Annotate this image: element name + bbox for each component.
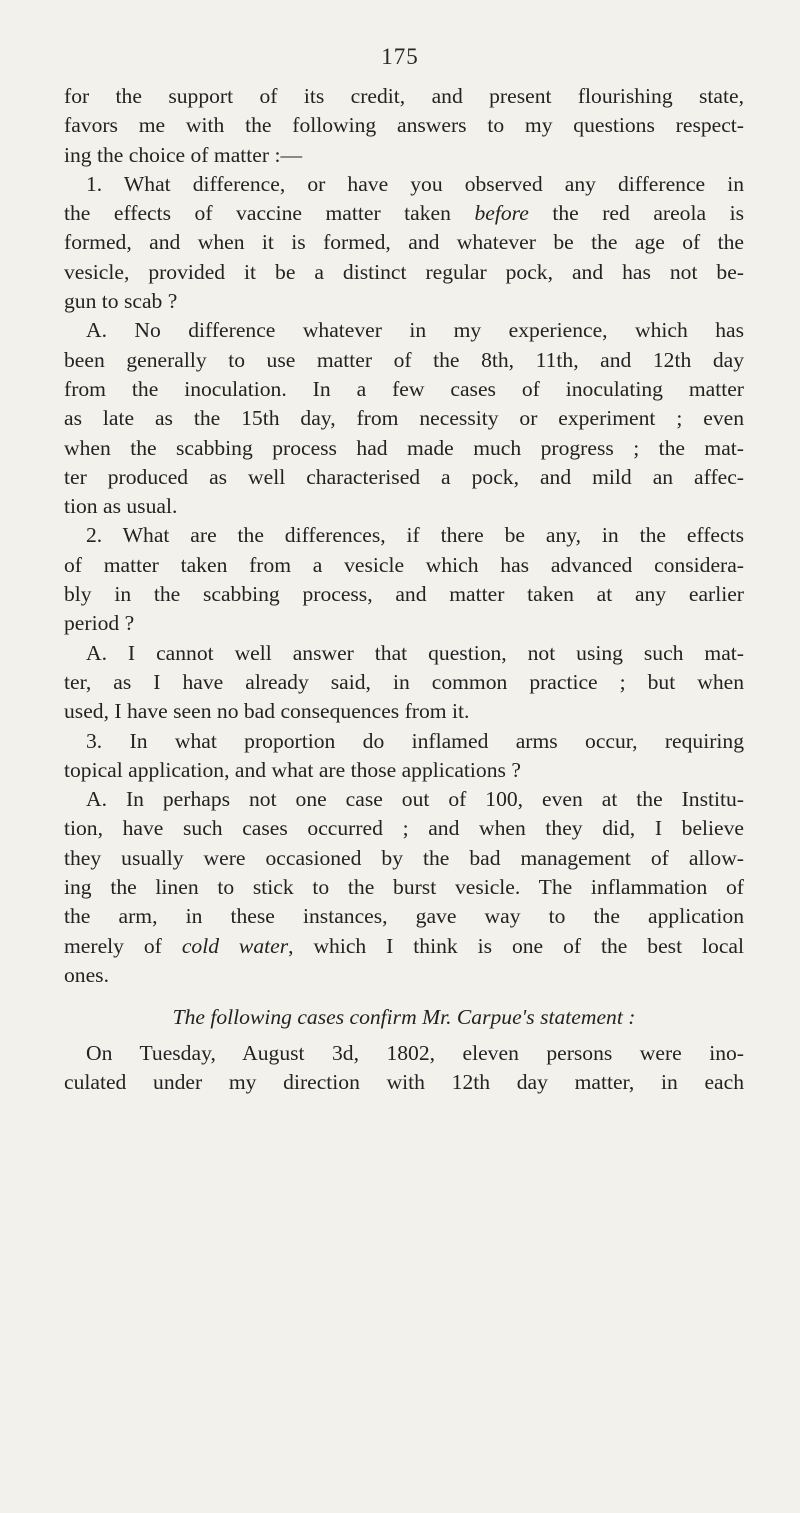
text-line: 1. What difference, or have you observed any difference in [86, 171, 744, 196]
text-line: ing the linen to stick to the burst vesicle. The inflammation of [64, 875, 744, 900]
text-line: formed, and when it is formed, and whatever be the age of the [64, 230, 744, 255]
text-line: A. In perhaps not one case out of 100, even at the Institu- [86, 787, 744, 812]
page-number: 175 [381, 44, 419, 69]
section-gap [64, 990, 744, 1003]
closing-paragraph [64, 1039, 744, 1098]
text-line: ones. [64, 962, 109, 987]
text-line: ing the choice of matter :— [64, 142, 303, 167]
text-line: when the scabbing process had made much progress ; the mat- [64, 435, 744, 460]
text-line: bly in the scabbing process, and matter taken at any earlier [64, 582, 744, 607]
text-line: period ? [64, 611, 135, 636]
text-line: On Tuesday, August 3d, 1802, eleven persons were ino- [86, 1040, 744, 1065]
emphasis: cold water [181, 933, 289, 958]
text-line: topical application, and what are those applications ? [64, 757, 521, 782]
text-line: vesicle, provided it be a distinct regular pock, and has not be- [64, 259, 744, 284]
text-line: ter produced as well characterised a pock, and mild an affec- [64, 464, 744, 489]
text-line: from the inoculation. In a few cases of inoculating matter [64, 376, 744, 401]
text-line: as late as the 15th day, from necessity or experiment ; even [64, 406, 744, 431]
text-line: A. No difference whatever in my experience, which has [86, 318, 744, 343]
text-line: the arm, in these instances, gave way to the application [64, 904, 744, 929]
text-line: tion, have such cases occurred ; and when they did, I believe [64, 816, 744, 841]
text-line: of matter taken from a vesicle which has advanced considera- [64, 552, 744, 577]
text-line: merely of cold water, which I think is one of the best local [64, 933, 744, 958]
text-line: A. I cannot well answer that question, not using such mat- [86, 640, 744, 665]
text-line: tion as usual. [64, 494, 178, 519]
text-line: favors me with the following answers to my questions respect- [64, 113, 744, 138]
text-line: been generally to use matter of the 8th, 11th, and 12th day [64, 347, 744, 372]
text-line: 2. What are the differences, if there be any, in the effects [86, 523, 744, 548]
text-line: they usually were occasioned by the bad management of allow- [64, 845, 744, 870]
text-line: the effects of vaccine matter taken before the red areola is [64, 201, 744, 226]
emphasis: before [474, 201, 529, 226]
text-line: ter, as I have already said, in common practice ; but when [64, 669, 744, 694]
body-paragraphs [64, 82, 744, 990]
text-line: for the support of its credit, and present flourishing state, [64, 84, 744, 108]
text-line: used, I have seen no bad consequences from it. [64, 699, 470, 724]
text-line: gun to scab ? [64, 289, 178, 314]
cases-subheading: The following cases confirm Mr. Carpue's statement : [172, 1005, 636, 1030]
page-body [64, 82, 744, 1097]
text-line: 3. In what proportion do inflamed arms occur, requiring [86, 728, 744, 753]
text-line: culated under my direction with 12th day matter, in each [64, 1069, 744, 1094]
